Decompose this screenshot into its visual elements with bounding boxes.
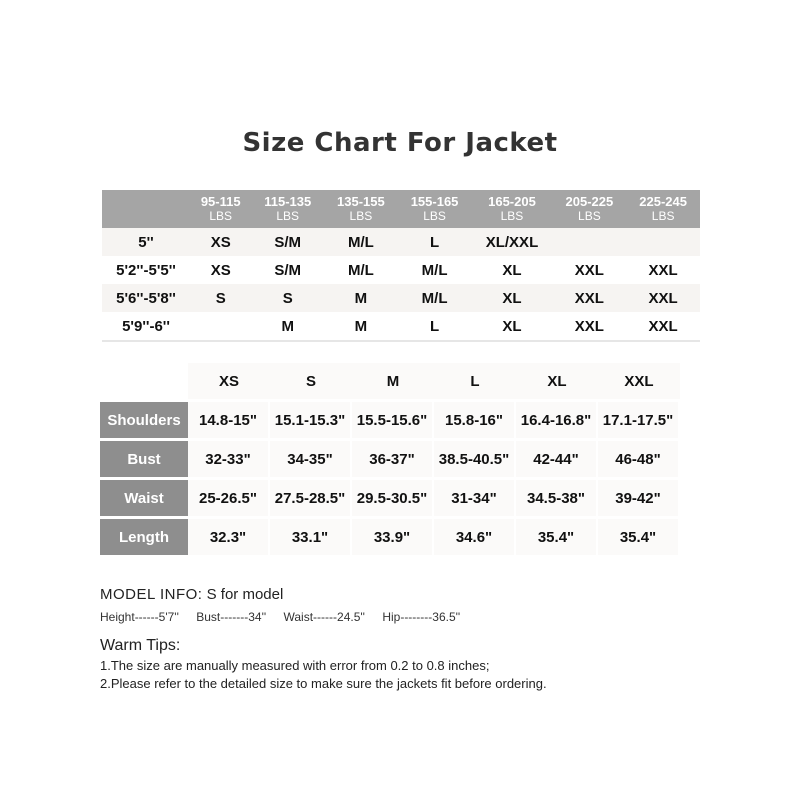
size-cell: S/M [251,256,324,284]
measure-cell: 32.3" [188,519,270,555]
measure-cell: 16.4-16.8" [516,402,598,438]
size-cell [553,228,627,256]
model-info-label: MODEL INFO: [100,586,203,603]
measure-cell: 46-48" [598,441,680,477]
weight-col-header: 155-165 LBS [410,194,459,223]
measure-cell: 17.1-17.5" [598,402,680,438]
measure-cell: 33.1" [270,519,352,555]
weight-size-table [102,190,700,342]
height-label: 5'' [102,228,190,256]
table-row [100,519,680,555]
size-cell: M [251,312,324,340]
size-header: M [352,363,434,399]
size-header: XXL [598,363,680,399]
size-cell: M/L [398,284,472,312]
measure-cell: 15.8-16" [434,402,516,438]
measure-cell: 15.5-15.6" [352,402,434,438]
corner-cell [102,190,190,228]
height-label: 5'9''-6'' [102,312,190,340]
table-row [102,228,700,256]
weight-col-header: 135-155 LBS [337,194,385,223]
table-row [100,441,680,477]
weight-col-header: 95-115 LBS [200,194,241,223]
measure-cell: 29.5-30.5" [352,480,434,516]
size-header-row [100,363,680,399]
measure-cell: 31-34" [434,480,516,516]
measure-cell: 33.9" [352,519,434,555]
measure-cell: 15.1-15.3" [270,402,352,438]
table-row [102,312,700,340]
size-cell: M/L [324,228,398,256]
size-cell: XXL [553,312,627,340]
tip-item: 2.Please refer to the detailed size to make sure the jackets fit before ordering. [100,676,547,691]
size-cell: XL [471,284,552,312]
size-cell: M [324,312,398,340]
measure-cell: 32-33" [188,441,270,477]
size-cell: M/L [398,256,472,284]
weight-col-header: 115-135 LBS [264,194,312,223]
size-cell: XXL [553,256,627,284]
model-bust: Bust-------34'' [196,610,267,624]
measure-cell: 42-44" [516,441,598,477]
size-cell: M/L [324,256,398,284]
size-header: XL [516,363,598,399]
size-cell: XL [471,256,552,284]
size-cell [190,312,251,340]
measure-cell: 39-42" [598,480,680,516]
tips-heading: Warm Tips: [100,637,181,654]
size-cell: XXL [553,284,627,312]
size-cell: XXL [626,256,700,284]
size-cell: XS [190,256,251,284]
measure-cell: 27.5-28.5" [270,480,352,516]
size-cell: XXL [626,284,700,312]
model-info [100,586,283,603]
measure-cell: 34.6" [434,519,516,555]
measure-cell: 35.4" [516,519,598,555]
measure-cell: 34.5-38" [516,480,598,516]
model-measurements [100,610,474,624]
measure-cell: 36-37" [352,441,434,477]
model-hip: Hip--------36.5'' [382,610,461,624]
size-cell [626,228,700,256]
size-cell: XXL [626,312,700,340]
measure-cell: 34-35" [270,441,352,477]
size-header: L [434,363,516,399]
divider [102,340,700,342]
size-header: XS [188,363,270,399]
size-cell: XL/XXL [471,228,552,256]
weight-header-row [102,190,700,228]
measurement-table [100,360,680,558]
model-waist: Waist------24.5'' [283,610,365,624]
size-cell: XL [471,312,552,340]
size-cell: S [251,284,324,312]
table-row [102,256,700,284]
table-row [100,480,680,516]
model-info-value: S for model [206,586,284,603]
measure-cell: 38.5-40.5" [434,441,516,477]
size-cell: S/M [251,228,324,256]
measure-cell: 35.4" [598,519,680,555]
weight-col-header: 165-205 LBS [488,194,536,223]
measure-cell: 25-26.5" [188,480,270,516]
size-header: S [270,363,352,399]
weight-col-header: 225-245 LBS [639,194,687,223]
measure-label: Bust [100,441,188,477]
measure-label: Waist [100,480,188,516]
corner-cell [100,363,188,399]
height-label: 5'2''-5'5'' [102,256,190,284]
model-height: Height------5'7'' [100,610,179,624]
size-cell: S [190,284,251,312]
table-row [100,402,680,438]
size-cell: L [398,228,472,256]
page-title: Size Chart For Jacket [242,128,558,158]
size-cell: XS [190,228,251,256]
measure-label: Shoulders [100,402,188,438]
tip-item: 1.The size are manually measured with error from 0.2 to 0.8 inches; [100,658,490,673]
measure-label: Length [100,519,188,555]
weight-col-header: 205-225 LBS [565,194,614,223]
table-row [102,284,700,312]
measure-cell: 14.8-15" [188,402,270,438]
size-cell: M [324,284,398,312]
height-label: 5'6''-5'8'' [102,284,190,312]
size-cell: L [398,312,472,340]
